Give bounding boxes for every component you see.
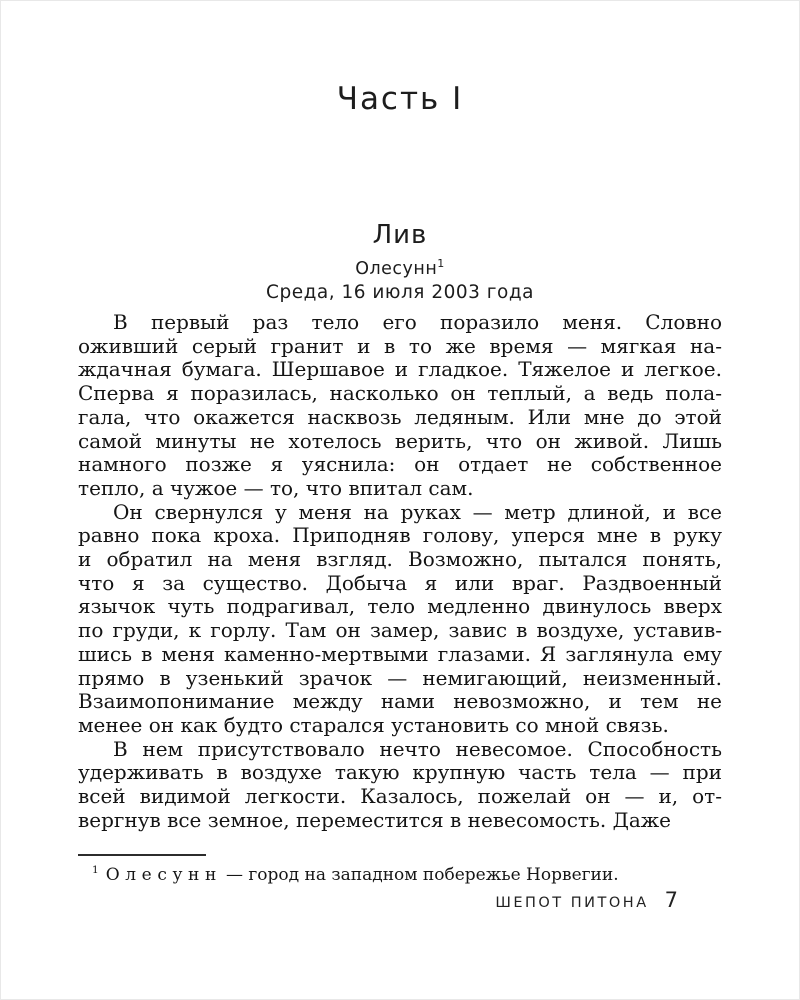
text-line: всей видимой легкости. Казалось, пожелай он — и, от- xyxy=(78,784,722,809)
text-line: вергнув все земное, переместится в невесомость. Даже xyxy=(78,807,672,832)
text-line: самой минуты не хотелось верить, что он живой. Лишь xyxy=(78,428,722,453)
text-line: Он свернулся у меня на руках — метр длиной, и все xyxy=(113,499,722,524)
text-line: В нем присутствовало нечто невесомое. Способность xyxy=(113,736,722,761)
footnote-reference-marker: 1 xyxy=(437,257,445,271)
location-name: Олесунн xyxy=(355,259,438,279)
text-line: язычок чуть подрагивал, тело медленно двинулось вверх xyxy=(78,594,722,619)
text-line: Сперва я поразилась, насколько он теплый, а ведь пола- xyxy=(78,381,722,406)
text-line: менее он как будто старался установить со мной связь. xyxy=(78,712,669,737)
text-line: прямо в узенький зрачок — немигающий, неизменный. xyxy=(78,665,722,690)
text-line: что я за существо. Добыча я или враг. Раздвоенный xyxy=(78,570,722,595)
text-line: и обратил на меня взгляд. Возможно, пытался понять, xyxy=(78,547,722,572)
text-line: ждачная бумага. Шершавое и гладкое. Тяжелое и легкое. xyxy=(78,357,722,382)
text-line: намного позже я уяснила: он отдает не собственное xyxy=(78,452,722,477)
text-line: оживший серый гранит и в то же время — мягкая на- xyxy=(78,333,722,358)
text-line: гала, что окажется насквозь ледяным. Или мне до этой xyxy=(78,404,722,429)
footnote-text: — город на западном побережье Норвегии. xyxy=(225,865,619,885)
text-line: удерживать в воздухе такую крупную часть тела — при xyxy=(78,760,722,785)
text-line: тепло, а чужое — то, что впитал сам. xyxy=(78,475,474,500)
footnote xyxy=(78,864,722,887)
text-line: по груди, к горлу. Там он замер, завис в воздухе, уставив- xyxy=(78,618,722,643)
part-title: Часть I xyxy=(336,81,464,117)
date-line: Среда, 16 июля 2003 года xyxy=(266,282,534,303)
text-line: равно пока кроха. Приподняв голову, уперся мне в руку xyxy=(78,523,722,548)
footnote-marker: 1 xyxy=(92,864,99,877)
text-line: шись в меня каменно-мертвыми глазами. Я заглянула ему xyxy=(78,641,722,666)
text-line: В первый раз тело его поразило меня. Словно xyxy=(113,310,722,334)
text-line: Взаимопонимание между нами невозможно, и тем не xyxy=(78,689,722,714)
page-footer xyxy=(495,888,678,912)
footnote-term: Олесунн xyxy=(105,865,222,885)
running-title: ШЕПОТ ПИТОНА xyxy=(495,895,649,911)
location-line xyxy=(78,257,722,279)
chapter-title: Лив xyxy=(372,220,428,250)
page-number: 7 xyxy=(664,888,678,912)
body-text xyxy=(78,311,722,832)
footnote-divider xyxy=(78,854,206,856)
